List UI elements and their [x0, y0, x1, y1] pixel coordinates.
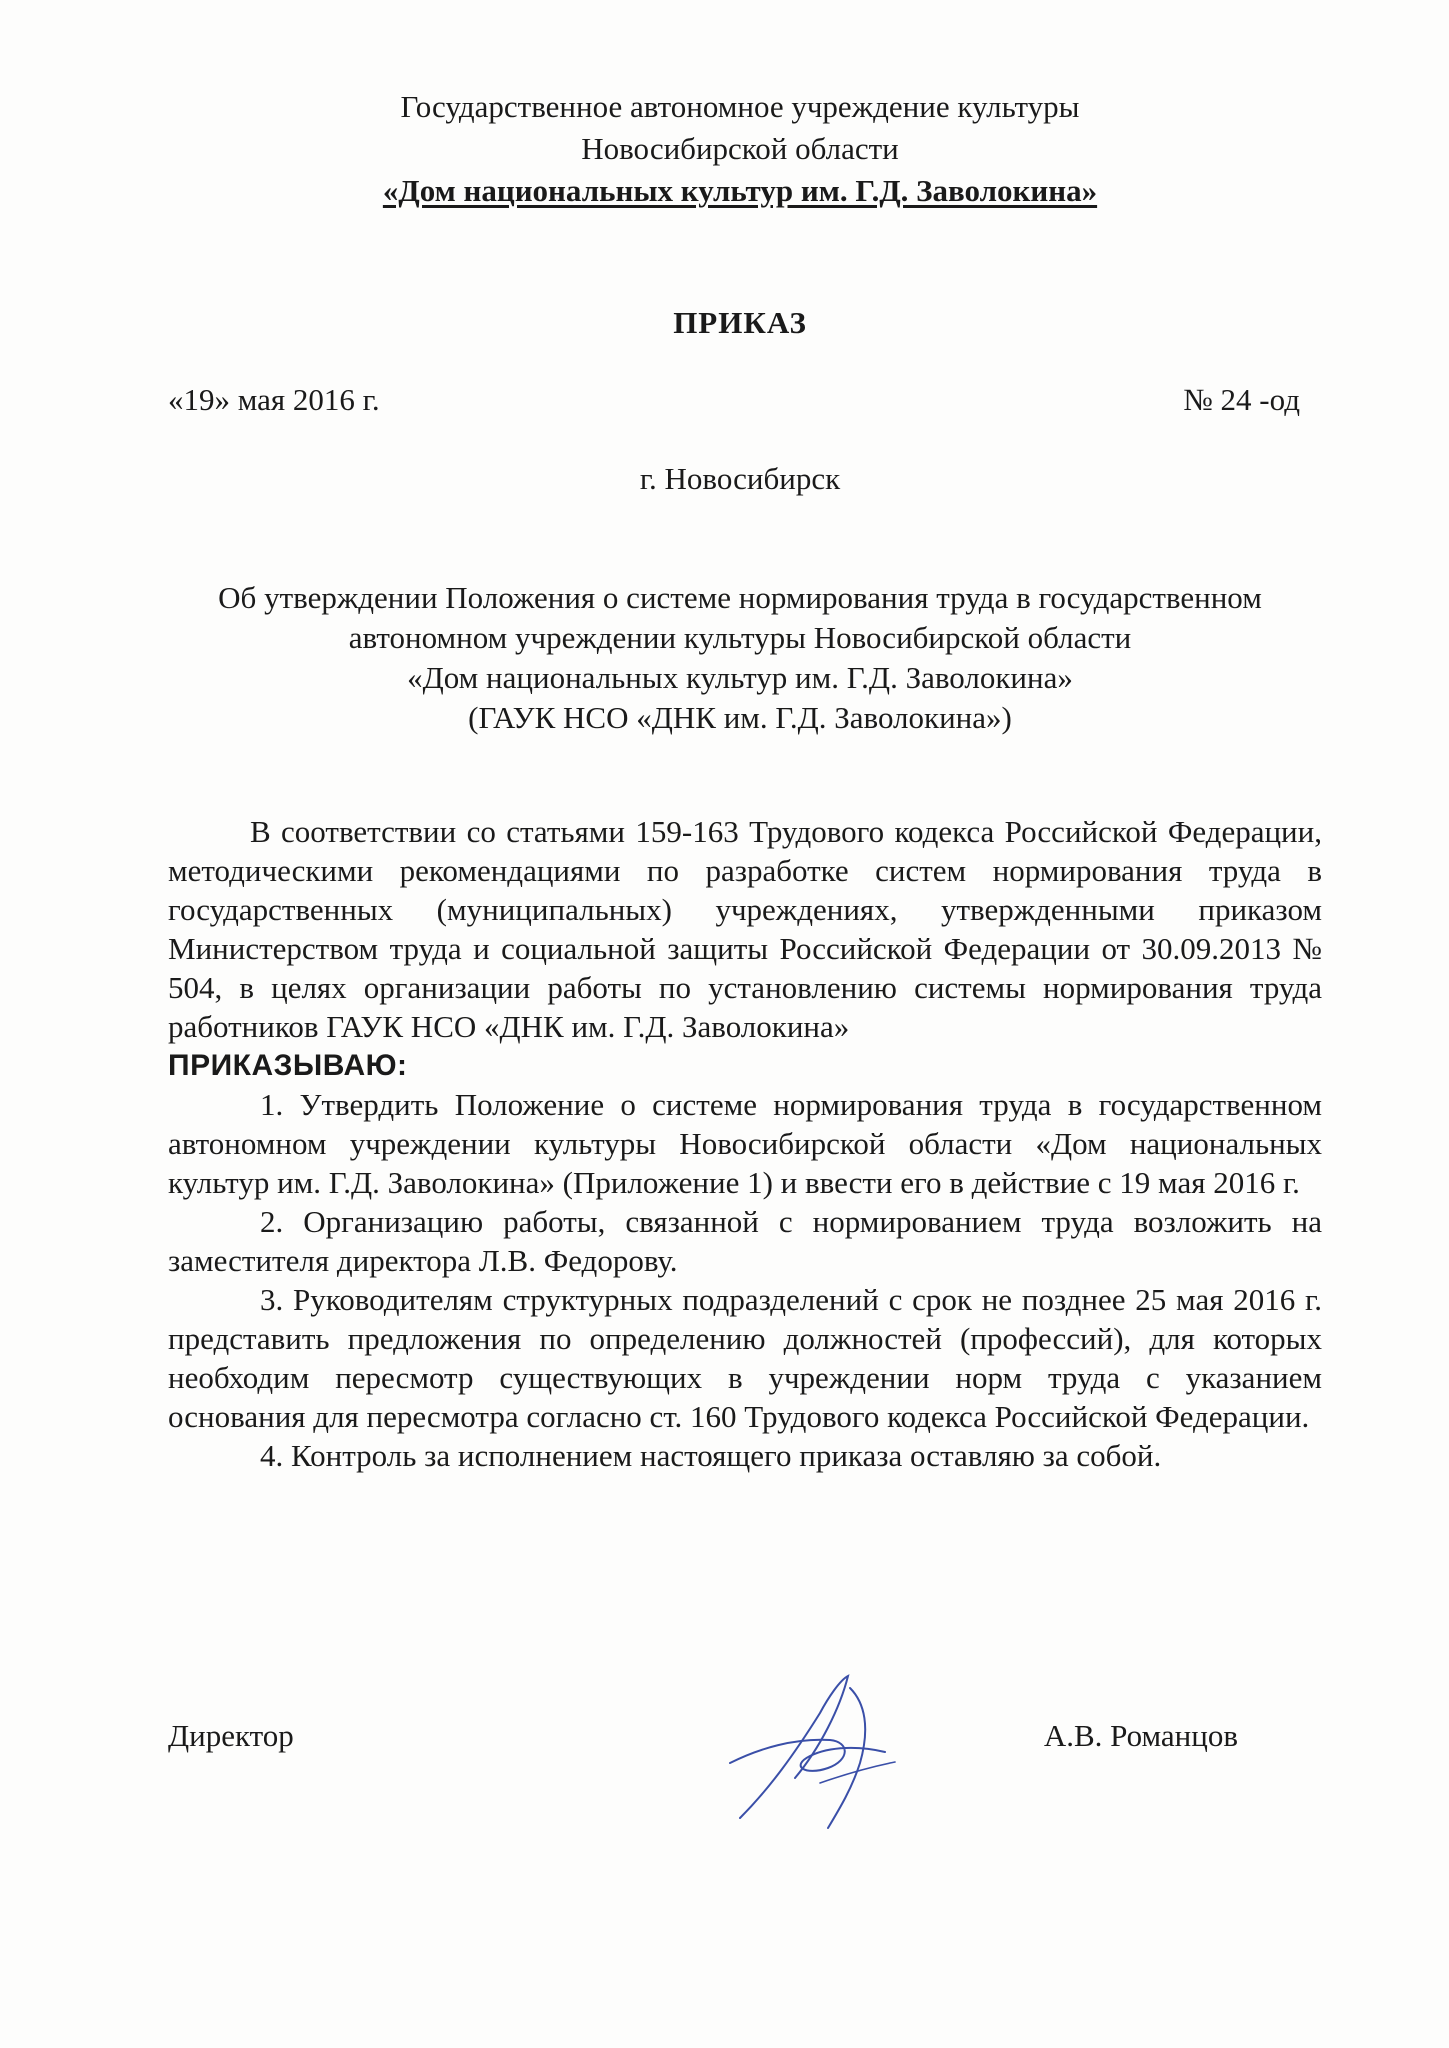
document-type-title: ПРИКАЗ — [673, 305, 807, 340]
subject-line-2: автономном учреждении культуры Новосибирской области — [348, 620, 1132, 655]
subject-line-3: «Дом национальных культур им. Г.Д. Заволокина» — [407, 660, 1073, 695]
document-subject — [150, 578, 1330, 738]
order-item-3: 3. Руководителям структурных подразделений с срок не позднее 25 мая 2016 г. представить предложения по определению должностей (профессий), для которых необходим пересмотр существующих в учреждении норм труда с указанием основания для пересмотра согласно ст. 160 Трудового кодекса Российской Федерации. — [168, 1282, 1322, 1434]
document-number: № 24 -од — [1183, 382, 1300, 417]
org-line-2: Новосибирской области — [581, 131, 899, 166]
org-line-1: Государственное автономное учреждение культуры — [400, 89, 1080, 124]
date-number-line — [168, 382, 1300, 418]
organization-header — [170, 86, 1310, 212]
document-date: «19» мая 2016 г. — [168, 382, 380, 417]
subject-line-1: Об утверждении Положения о системе нормирования труда в государственном — [218, 580, 1262, 615]
order-item-2: 2. Организацию работы, связанной с нормированием труда возложить на заместителя директора Л.В. Федорову. — [168, 1204, 1322, 1278]
document-city: г. Новосибирск — [639, 461, 841, 496]
org-name: «Дом национальных культур им. Г.Д. Заволокина» — [382, 173, 1098, 208]
ordering-word: ПРИКАЗЫВАЮ: — [168, 1049, 408, 1082]
document-body — [168, 812, 1322, 1475]
signatory-name: А.В. Романцов — [1043, 1718, 1238, 1753]
order-item-4: 4. Контроль за исполнением настоящего приказа оставляю за собой. — [260, 1438, 1162, 1473]
subject-line-4: (ГАУК НСО «ДНК им. Г.Д. Заволокина») — [468, 700, 1012, 735]
order-item-1: 1. Утвердить Положение о системе нормирования труда в государственном автономном учреждении культуры Новосибирской области «Дом национальных культур им. Г.Д. Заволокина» (Приложение 1) и ввести его в действие с 19 мая 2016 г. — [168, 1087, 1322, 1200]
signatory-position: Директор — [168, 1718, 294, 1753]
preamble-paragraph: В соответствии со статьями 159-163 Трудового кодекса Российской Федерации, методическими рекомендациями по разработке систем нормирования труда в государственных (муниципальных) учреждениях, утвержденными приказом Министерством труда и социальной защиты Российской Федерации от 30.09.2013 № 504, в целях организации работы по установлению системы нормирования труда работников ГАУК НСО «ДНК им. Г.Д. Заволокина» — [168, 814, 1322, 1044]
handwritten-signature-icon — [700, 1668, 920, 1838]
